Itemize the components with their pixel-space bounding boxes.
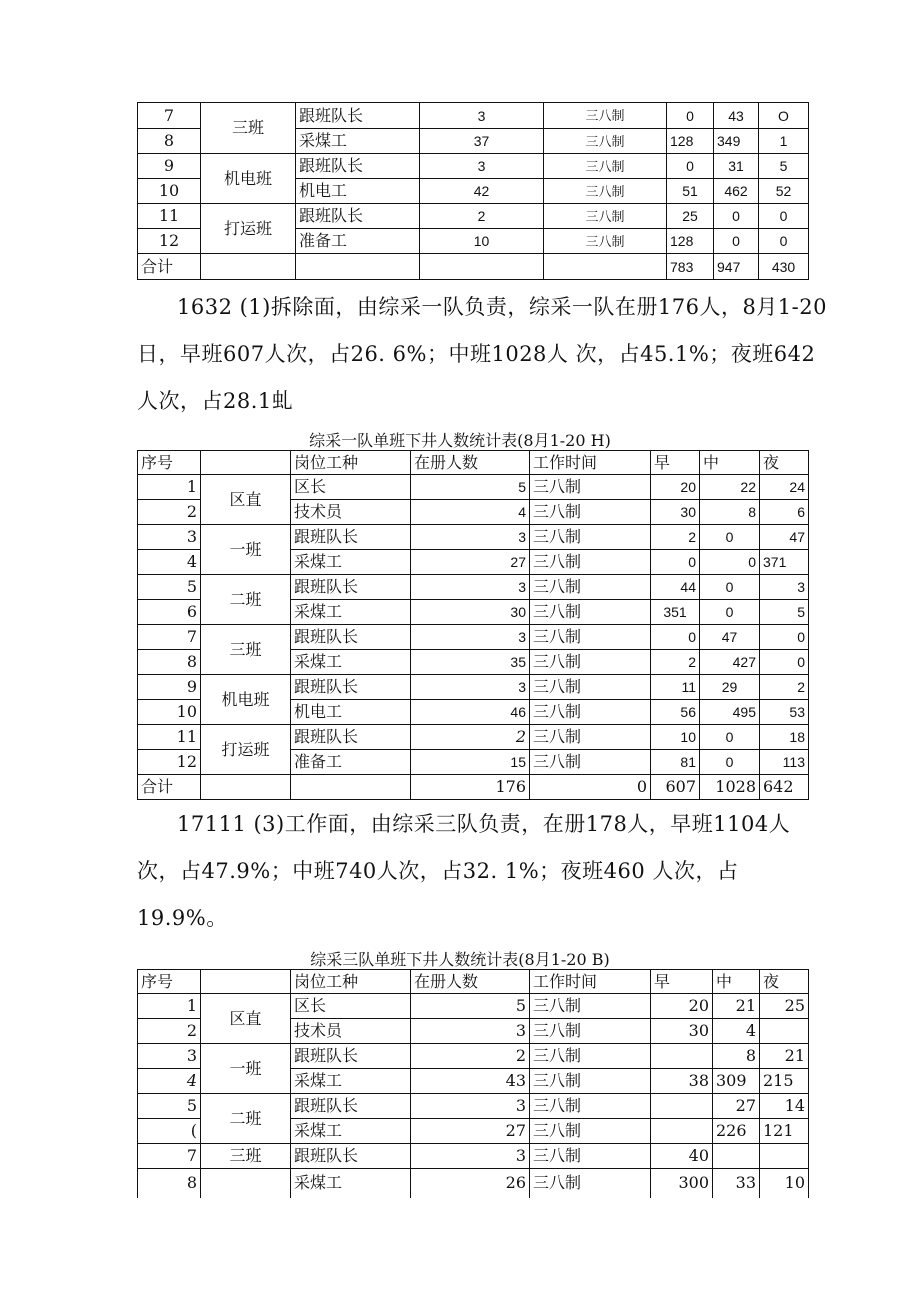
count-cell: 2 (420, 204, 544, 229)
group-cell (201, 1169, 291, 1198)
group-cell: 二班 (201, 1094, 291, 1144)
night-cell: 25 (760, 994, 809, 1019)
mid-cell: 309 (713, 1069, 760, 1094)
total-night: 642 (760, 775, 809, 800)
group-cell: 机电班 (201, 154, 296, 204)
row-number: 5 (138, 1094, 201, 1119)
mid-cell: 0 (700, 725, 760, 750)
count-cell: 2 (411, 1044, 530, 1069)
role-cell: 采煤工 (291, 1069, 411, 1094)
night-cell: 6 (760, 500, 809, 525)
table-row (138, 725, 809, 750)
table-continued (137, 102, 809, 280)
schedule-cell: 三八制 (530, 1094, 651, 1119)
count-cell: 30 (411, 600, 530, 625)
count-cell: 46 (411, 700, 530, 725)
mid-cell: 0 (700, 550, 760, 575)
total-count: 176 (411, 775, 530, 800)
count-cell: 10 (420, 229, 544, 254)
mid-cell: 495 (700, 700, 760, 725)
schedule-cell: 三八制 (544, 154, 667, 179)
schedule-cell: 三八制 (530, 675, 651, 700)
early-cell: 128 (667, 129, 714, 154)
row-number: ( (138, 1119, 201, 1144)
mid-cell: 29 (700, 675, 760, 700)
early-cell: 20 (651, 475, 700, 500)
group-cell: 区直 (201, 994, 291, 1044)
mid-cell (713, 1144, 760, 1169)
role-cell: 跟班队长 (291, 575, 411, 600)
schedule-cell: 三八制 (530, 550, 651, 575)
early-cell: 81 (651, 750, 700, 775)
total-mid: 947 (714, 254, 759, 280)
total-night: 430 (759, 254, 809, 280)
mid-cell: 33 (713, 1169, 760, 1198)
table-row (138, 575, 809, 600)
count-cell: 27 (411, 550, 530, 575)
role-cell: 跟班队长 (296, 154, 420, 179)
early-cell: 0 (667, 103, 714, 129)
role-cell: 区长 (291, 994, 411, 1019)
table-caption: 综采三队单班下井人数统计表(8月1-20 B) (310, 950, 610, 969)
early-cell (651, 1119, 713, 1144)
mid-cell: 427 (700, 650, 760, 675)
night-cell: 24 (760, 475, 809, 500)
group-cell: 一班 (201, 525, 291, 575)
table-row (138, 103, 809, 129)
early-cell: 300 (651, 1169, 713, 1198)
schedule-cell: 三八制 (530, 575, 651, 600)
count-cell: 43 (411, 1069, 530, 1094)
row-number: 9 (138, 154, 201, 179)
count-cell: 3 (411, 575, 530, 600)
mid-cell: 0 (700, 600, 760, 625)
header-count: 在册人数 (411, 451, 530, 475)
row-number: 12 (138, 229, 201, 254)
schedule-cell: 三八制 (530, 1144, 651, 1169)
role-cell: 跟班队长 (291, 525, 411, 550)
group-cell: 三班 (201, 103, 296, 154)
group-cell: 区直 (201, 475, 291, 525)
row-number: 7 (138, 103, 201, 129)
row-number: 10 (138, 179, 201, 204)
header-early: 早 (651, 970, 713, 994)
row-number: 7 (138, 1144, 201, 1169)
total-schedule: 0 (530, 775, 651, 800)
night-cell: 1 (759, 129, 809, 154)
night-cell: 371 (760, 550, 809, 575)
schedule-cell: 三八制 (530, 650, 651, 675)
row-number: 2 (138, 1019, 201, 1044)
night-cell (760, 1144, 809, 1169)
count-cell: 3 (411, 525, 530, 550)
mid-cell: 27 (713, 1094, 760, 1119)
count-cell: 3 (420, 154, 544, 179)
group-cell: 打运班 (201, 204, 296, 254)
night-cell: 14 (760, 1094, 809, 1119)
table-row (138, 1044, 809, 1069)
row-number: 9 (138, 675, 201, 700)
role-cell: 采煤工 (296, 129, 420, 154)
early-cell: 56 (651, 700, 700, 725)
mid-cell: 31 (714, 154, 759, 179)
early-cell: 44 (651, 575, 700, 600)
night-cell: 21 (760, 1044, 809, 1069)
row-number: 3 (138, 1044, 201, 1069)
table-row (138, 1144, 809, 1169)
header-mid: 中 (713, 970, 760, 994)
group-cell: 三班 (201, 625, 291, 675)
row-number: 12 (138, 750, 201, 775)
role-cell: 跟班队长 (291, 675, 411, 700)
schedule-cell: 三八制 (530, 994, 651, 1019)
night-cell: 2 (760, 675, 809, 700)
role-cell: 技术员 (291, 500, 411, 525)
mid-cell: 462 (714, 179, 759, 204)
role-cell: 区长 (291, 475, 411, 500)
night-cell (760, 1019, 809, 1044)
count-cell: 3 (411, 1019, 530, 1044)
role-cell: 跟班队长 (291, 1044, 411, 1069)
schedule-cell: 三八制 (544, 204, 667, 229)
group-cell: 一班 (201, 1044, 291, 1094)
early-cell: 0 (651, 550, 700, 575)
role-cell: 跟班队长 (291, 1094, 411, 1119)
count-cell: 5 (411, 475, 530, 500)
count-cell: 5 (411, 994, 530, 1019)
mid-cell: 0 (714, 204, 759, 229)
early-cell: 40 (651, 1144, 713, 1169)
schedule-cell: 三八制 (530, 750, 651, 775)
table-row (138, 1094, 809, 1119)
count-cell: 37 (420, 129, 544, 154)
total-label: 合计 (138, 254, 201, 280)
early-cell (651, 1094, 713, 1119)
total-row (138, 775, 809, 800)
night-cell: 10 (760, 1169, 809, 1198)
table-row (138, 625, 809, 650)
count-cell: 26 (411, 1169, 530, 1198)
table-team1-stats (137, 450, 809, 800)
role-cell: 采煤工 (291, 650, 411, 675)
role-cell: 跟班队长 (296, 204, 420, 229)
count-cell: 3 (411, 1144, 530, 1169)
role-cell: 采煤工 (291, 600, 411, 625)
table-row (138, 525, 809, 550)
mid-cell: 8 (713, 1044, 760, 1069)
role-cell: 机电工 (296, 179, 420, 204)
total-early: 607 (651, 775, 700, 800)
night-cell: 3 (760, 575, 809, 600)
total-mid: 1028 (700, 775, 760, 800)
row-number: 4 (138, 1069, 201, 1094)
mid-cell: 43 (714, 103, 759, 129)
header-schedule: 工作时间 (530, 970, 651, 994)
night-cell: 0 (760, 650, 809, 675)
table-row (138, 675, 809, 700)
mid-cell: 0 (714, 229, 759, 254)
night-cell: 0 (760, 625, 809, 650)
row-number: 1 (138, 994, 201, 1019)
night-cell: 121 (760, 1119, 809, 1144)
total-early: 783 (667, 254, 714, 280)
table-row (138, 994, 809, 1019)
row-number: 11 (138, 725, 201, 750)
schedule-cell: 三八制 (544, 179, 667, 204)
table-header-row (138, 970, 809, 994)
night-cell: 47 (760, 525, 809, 550)
row-number: 2 (138, 500, 201, 525)
night-cell: 215 (760, 1069, 809, 1094)
table-row (138, 1169, 809, 1198)
count-cell: 3 (420, 103, 544, 129)
schedule-cell: 三八制 (530, 700, 651, 725)
night-cell: 5 (759, 154, 809, 179)
schedule-cell: 三八制 (544, 103, 667, 129)
night-cell: 5 (760, 600, 809, 625)
role-cell: 跟班队长 (291, 625, 411, 650)
schedule-cell: 三八制 (530, 475, 651, 500)
schedule-cell: 三八制 (530, 1069, 651, 1094)
row-number: 7 (138, 625, 201, 650)
role-cell: 跟班队长 (291, 725, 411, 750)
role-cell: 跟班队长 (296, 103, 420, 129)
mid-cell: 0 (700, 525, 760, 550)
count-cell: 27 (411, 1119, 530, 1144)
group-cell: 机电班 (201, 675, 291, 725)
role-cell: 采煤工 (291, 550, 411, 575)
header-night: 夜 (760, 451, 809, 475)
early-cell: 2 (651, 650, 700, 675)
schedule-cell: 三八制 (530, 1169, 651, 1198)
row-number: 4 (138, 550, 201, 575)
role-cell: 技术员 (291, 1019, 411, 1044)
count-cell: 2 (411, 725, 530, 750)
table-row (138, 154, 809, 179)
night-cell: 0 (759, 229, 809, 254)
early-cell: 351 (651, 600, 700, 625)
night-cell: 18 (760, 725, 809, 750)
header-schedule: 工作时间 (530, 451, 651, 475)
group-cell: 三班 (201, 1144, 291, 1169)
count-cell: 3 (411, 675, 530, 700)
header-no: 序号 (138, 451, 201, 475)
early-cell: 20 (651, 994, 713, 1019)
group-cell: 打运班 (201, 725, 291, 775)
total-label: 合计 (138, 775, 201, 800)
role-cell: 采煤工 (291, 1169, 411, 1198)
row-number: 11 (138, 204, 201, 229)
early-cell: 25 (667, 204, 714, 229)
mid-cell: 0 (700, 575, 760, 600)
row-number: 6 (138, 600, 201, 625)
header-count: 在册人数 (411, 970, 530, 994)
table-row (138, 204, 809, 229)
schedule-cell: 三八制 (530, 625, 651, 650)
mid-cell: 349 (714, 129, 759, 154)
header-role: 岗位工种 (291, 451, 411, 475)
row-number: 8 (138, 129, 201, 154)
early-cell: 38 (651, 1069, 713, 1094)
header-no: 序号 (138, 970, 201, 994)
row-number: 10 (138, 700, 201, 725)
paragraph-work-face: 17111 (3)工作面，由综采三队负责，在册178人，早班1104人次，占47.9%；中班740人次，占32. 1%；夜班460 人次，占19.9%。 (137, 812, 791, 930)
early-cell: 2 (651, 525, 700, 550)
early-cell: 11 (651, 675, 700, 700)
schedule-cell: 三八制 (530, 600, 651, 625)
group-cell: 二班 (201, 575, 291, 625)
row-number: 3 (138, 525, 201, 550)
table-header-row (138, 451, 809, 475)
mid-cell: 0 (700, 750, 760, 775)
header-night: 夜 (760, 970, 809, 994)
mid-cell: 47 (700, 625, 760, 650)
early-cell (651, 1044, 713, 1069)
row-number: 8 (138, 1169, 201, 1198)
schedule-cell: 三八制 (530, 500, 651, 525)
schedule-cell: 三八制 (544, 129, 667, 154)
role-cell: 机电工 (291, 700, 411, 725)
early-cell: 10 (651, 725, 700, 750)
role-cell: 准备工 (291, 750, 411, 775)
count-cell: 3 (411, 625, 530, 650)
total-row (138, 254, 809, 280)
role-cell: 跟班队长 (291, 1144, 411, 1169)
count-cell: 42 (420, 179, 544, 204)
night-cell: O (759, 103, 809, 129)
early-cell: 51 (667, 179, 714, 204)
count-cell: 15 (411, 750, 530, 775)
mid-cell: 4 (713, 1019, 760, 1044)
schedule-cell: 三八制 (544, 229, 667, 254)
night-cell: 52 (759, 179, 809, 204)
early-cell: 0 (667, 154, 714, 179)
schedule-cell: 三八制 (530, 1119, 651, 1144)
night-cell: 113 (760, 750, 809, 775)
count-cell: 35 (411, 650, 530, 675)
mid-cell: 226 (713, 1119, 760, 1144)
table-caption: 综采一队单班下井人数统计表(8月1-20 H) (309, 431, 611, 450)
night-cell: 0 (759, 204, 809, 229)
mid-cell: 22 (700, 475, 760, 500)
early-cell: 128 (667, 229, 714, 254)
schedule-cell: 三八制 (530, 1019, 651, 1044)
header-mid: 中 (700, 451, 760, 475)
count-cell: 4 (411, 500, 530, 525)
early-cell: 30 (651, 500, 700, 525)
role-cell: 准备工 (296, 229, 420, 254)
header-role: 岗位工种 (291, 970, 411, 994)
paragraph-removal-face: 1632 (1)拆除面，由综采一队负责，综采一队在册176人，8月1-20日，早班607人次，占26. 6%；中班1028人 次，占45.1%；夜班642人次，占28.1虬 (137, 295, 827, 413)
row-number: 8 (138, 650, 201, 675)
count-cell: 3 (411, 1094, 530, 1119)
role-cell: 采煤工 (291, 1119, 411, 1144)
row-number: 1 (138, 475, 201, 500)
early-cell: 30 (651, 1019, 713, 1044)
table-row (138, 475, 809, 500)
early-cell: 0 (651, 625, 700, 650)
mid-cell: 8 (700, 500, 760, 525)
mid-cell: 21 (713, 994, 760, 1019)
schedule-cell: 三八制 (530, 1044, 651, 1069)
schedule-cell: 三八制 (530, 525, 651, 550)
table-team3-stats (137, 969, 809, 1198)
header-early: 早 (651, 451, 700, 475)
night-cell: 53 (760, 700, 809, 725)
schedule-cell: 三八制 (530, 725, 651, 750)
row-number: 5 (138, 575, 201, 600)
